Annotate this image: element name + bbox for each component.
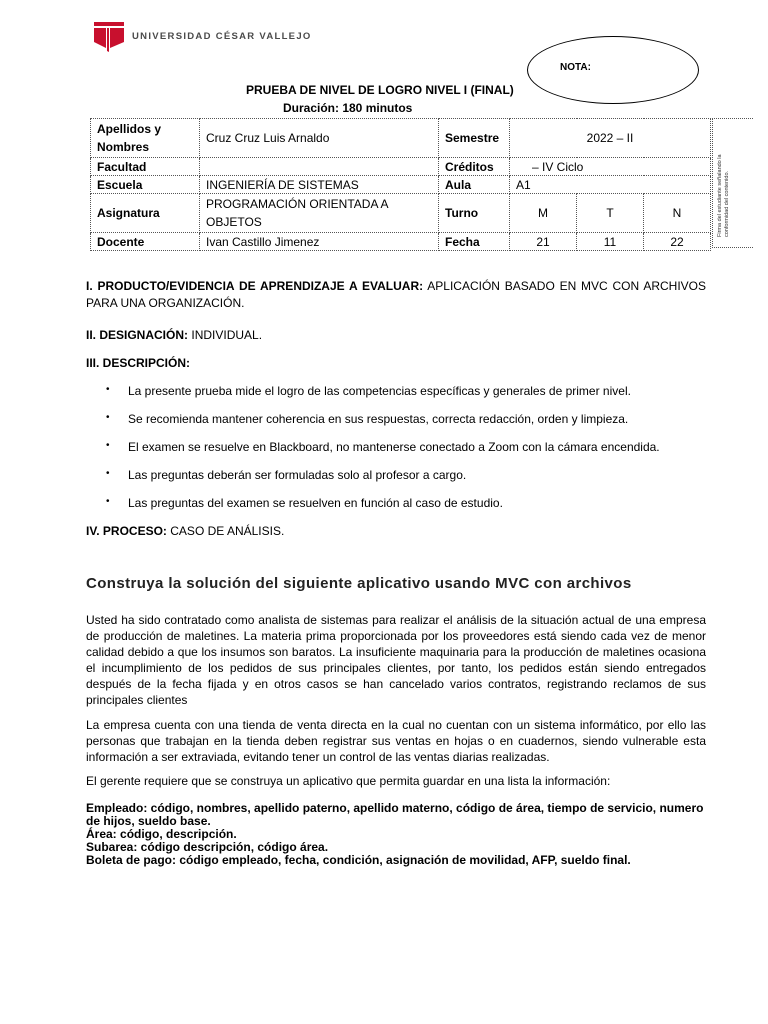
case-paragraph-2: La empresa cuenta con una tienda de venta directa en la cual no cuentan con un sistema informático, por ello las personas que trabajan en la tienda deben registrar sus ventas en hojas o en cuadernos, siendo vulnerable esta información a ser extraviada, evitando tener un control de las ventas diarias realizadas.: [86, 718, 706, 764]
description-list: [106, 384, 660, 524]
case-paragraph-1: Usted ha sido contratado como analista de sistemas para realizar el análisis de la situación actual de una empresa de producción de maletines. La materia prima proporcionada por los proveedores está siendo cada vez de menor calidad debido a que los insumos son baratos. La insuficiente maquinaria para la producción de maletines ocasiona el incumplimiento de los pedidos de sus principales clientes, por tanto, los pedidos están siendo entregados después de la fecha fijada y en otros casos se han cancelado varios contratos, registrando reclamos de sus principales clientes: [86, 613, 706, 707]
creditos-value: – IV Ciclo: [510, 158, 711, 176]
university-name: UNIVERSIDAD CÉSAR VALLEJO: [132, 30, 312, 42]
university-logo: [92, 18, 312, 54]
fecha-day: 21: [510, 233, 577, 251]
turno-m: M: [510, 194, 577, 233]
exam-title: PRUEBA DE NIVEL DE LOGRO NIVEL I (FINAL): [246, 83, 514, 97]
escuela-value: INGENIERÍA DE SISTEMAS: [200, 176, 439, 194]
semestre-label: Semestre: [439, 119, 510, 158]
docente-label: Docente: [91, 233, 200, 251]
grade-oval: [527, 36, 699, 104]
case-heading: Construya la solución del siguiente aplicativo usando MVC con archivos: [86, 575, 632, 592]
signature-box: [712, 118, 753, 248]
ucv-shield-logo-icon: [92, 18, 126, 54]
semestre-value: 2022 – II: [510, 119, 711, 158]
aula-label: Aula: [439, 176, 510, 194]
turno-t: T: [577, 194, 644, 233]
section-process-label: IV. PROCESO:: [86, 524, 167, 538]
student-info-table: [90, 118, 711, 251]
signature-note: Firma del estudiante señalando la conformidad del contenido.: [717, 154, 730, 237]
section-description: [86, 356, 190, 370]
list-item: • Se recomienda mantener coherencia en sus respuestas, correcta redacción, orden y limpieza.: [106, 412, 660, 440]
section-designation-text: INDIVIDUAL.: [191, 328, 263, 342]
list-item: • La presente prueba mide el logro de las competencias específicas y generales de primer nivel.: [106, 384, 660, 412]
docente-value: Ivan Castillo Jimenez: [200, 233, 439, 251]
nota-label: NOTA:: [560, 62, 591, 73]
exam-duration: Duración: 180 minutos: [283, 101, 413, 115]
aula-value: A1: [510, 176, 711, 194]
entity-area: Área: código, descripción.: [86, 827, 237, 841]
turno-label: Turno: [439, 194, 510, 233]
facultad-label: Facultad: [91, 158, 200, 176]
entity-empleado: Empleado: código, nombres, apellido paterno, apellido materno, código de área, tiempo de servicio, numero de hijos, sueldo base.: [86, 801, 704, 828]
creditos-label: Créditos: [439, 158, 510, 176]
escuela-label: Escuela: [91, 176, 200, 194]
entity-boleta: Boleta de pago: código empleado, fecha, condición, asignación de movilidad, AFP, sueldo final.: [86, 853, 631, 867]
fecha-label: Fecha: [439, 233, 510, 251]
apellidos-label: Apellidos y Nombres: [91, 119, 200, 158]
section-product-text: APLICACIÓN BASADO EN MVC CON ARCHIVOS PARA UNA ORGANIZACIÓN.: [86, 279, 706, 310]
section-description-label: III. DESCRIPCIÓN:: [86, 356, 191, 370]
asignatura-label: Asignatura: [91, 194, 200, 233]
section-product-label: I. PRODUCTO/EVIDENCIA DE APRENDIZAJE A EVALUAR:: [86, 279, 424, 293]
section-process-text: CASO DE ANÁLISIS.: [170, 524, 285, 538]
entity-subarea: Subarea: código descripción, código área.: [86, 840, 329, 854]
section-designation-label: II. DESIGNACIÓN:: [86, 328, 189, 342]
fecha-month: 11: [577, 233, 644, 251]
section-designation: [86, 328, 262, 342]
list-item: • El examen se resuelve en Blackboard, no mantenerse conectado a Zoom con la cámara encendida.: [106, 440, 660, 468]
entity-list: [86, 802, 706, 867]
section-product: [86, 278, 706, 312]
fecha-year: 22: [644, 233, 711, 251]
list-item: • Las preguntas deberán ser formuladas solo al profesor a cargo.: [106, 468, 660, 496]
turno-n: N: [644, 194, 711, 233]
asignatura-value: PROGRAMACIÓN ORIENTADA A OBJETOS: [200, 194, 439, 233]
facultad-value: [200, 158, 439, 176]
apellidos-value: Cruz Cruz Luis Arnaldo: [200, 119, 439, 158]
case-paragraph-3: El gerente requiere que se construya un aplicativo que permita guardar en una lista la información:: [86, 774, 611, 788]
section-process: [86, 524, 284, 538]
list-item: • Las preguntas del examen se resuelven en función al caso de estudio.: [106, 496, 660, 524]
